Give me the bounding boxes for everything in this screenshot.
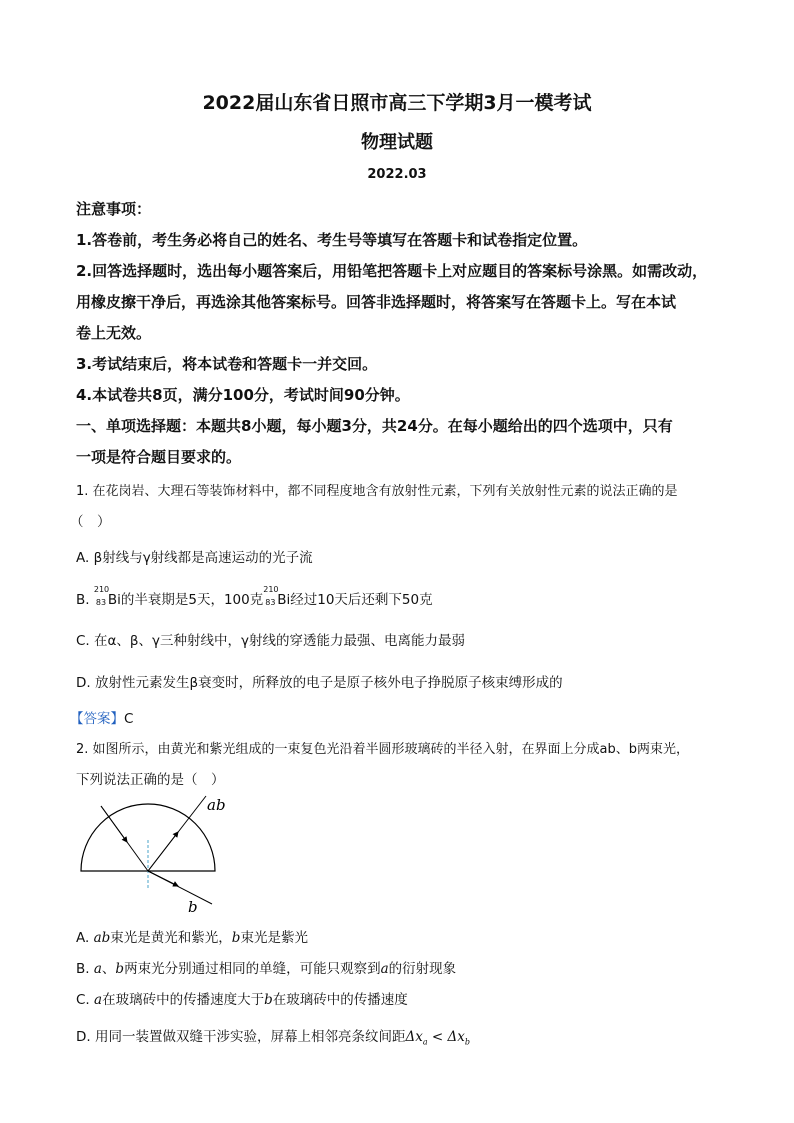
notice-item-2-line-3: 卷上无效。 (76, 324, 152, 342)
q2-stem-line-1: 2. 如图所示，由黄光和紫光组成的一束复色光沿着半圆形玻璃砖的半径入射，在界面上分成ab、b两束光， (76, 742, 690, 757)
delta-x-b: Δx (447, 1029, 465, 1045)
bi-nuclide-1 (93, 585, 110, 607)
q2-option-c (76, 988, 408, 1008)
answer-tag: 【答案】 (70, 711, 124, 727)
q1-option-a: A. β射线与γ射线都是高速运动的光子流 (76, 550, 313, 566)
notice-item-2-line-2: 用橡皮擦干净后，再选涂其他答案标号。回答非选择题时，将答案写在答题卡上。写在本试 (76, 293, 677, 311)
q2-option-d-text: D. 用同一装置做双缝干涉实验，屏幕上相邻亮条纹间距 (76, 1029, 406, 1045)
answer-value: C (124, 711, 134, 727)
q2-option-b-middle: 两束光分别通过相同的单缝，可能只观察到 (124, 961, 381, 977)
exam-title: 2022届山东省日照市高三下学期3月一模考试 (202, 92, 592, 114)
q2-option-a-end: 束光是紫光 (240, 930, 308, 946)
notice-item-4: 4.本试卷共8页，满分100分，考试时间90分钟。 (76, 386, 410, 404)
var-a-3: a (94, 992, 103, 1008)
q2-option-c-end: 在玻璃砖中的传播速度 (272, 992, 408, 1008)
exam-subtitle: 物理试题 (361, 132, 433, 153)
reflected-arrow (148, 832, 178, 871)
q1-answer (70, 707, 133, 727)
q2-option-b-sep: 、 (101, 961, 116, 977)
q2-option-c-middle: 在玻璃砖中的传播速度大于 (102, 992, 265, 1008)
q2-option-d (76, 1025, 470, 1045)
exam-date: 2022.03 (367, 167, 427, 182)
section-1-heading-line-2: 一项是符合题目要求的。 (76, 448, 242, 466)
q1-option-b-prefix: B. (76, 592, 94, 608)
section-1-heading-line-1: 一、单项选择题：本题共8小题，每小题3分，共24分。在每小题给出的四个选项中，只有 (76, 417, 673, 435)
refracted-arrow (148, 871, 178, 886)
bi-mass-number-2: 210 (263, 585, 279, 594)
bi-symbol: Bi (107, 592, 121, 608)
q1-stem-line-1: 1. 在花岗岩、大理石等装饰材料中，都不同程度地含有放射性元素，下列有关放射性元素的说法正确的是 (76, 484, 678, 499)
q2-option-a-prefix: A. (76, 930, 94, 946)
notice-item-3: 3.考试结束后，将本试卷和答题卡一并交回。 (76, 355, 378, 373)
bi-nuclide-2 (263, 585, 279, 607)
bi-atomic-number: 83 (95, 598, 107, 607)
q2-option-a-middle: 束光是黄光和紫光， (110, 930, 232, 946)
q2-option-b-prefix: B. (76, 961, 94, 977)
bi-symbol-2: Bi (277, 592, 291, 608)
q1-option-b (76, 585, 433, 608)
delta-x-a-sub: a (422, 1037, 428, 1047)
q1-option-d: D. 放射性元素发生β衰变时，所释放的电子是原子核外电子挣脱原子核束缚形成的 (76, 675, 563, 691)
label-ab: ab (207, 796, 226, 814)
q2-option-b (76, 957, 456, 977)
var-b-3: b (264, 992, 273, 1008)
q2-stem-line-2: 下列说法正确的是（ ） (76, 772, 225, 788)
less-than-sign: < (427, 1029, 448, 1045)
q1-stem-line-2: （ ） (70, 514, 111, 530)
var-b-2: b (115, 961, 125, 977)
delta-x-a: Δx (405, 1029, 423, 1045)
q2-option-c-prefix: C. (76, 992, 95, 1008)
incident-arrow (101, 806, 127, 842)
q1-option-b-end: 经过10天后还剩下50克 (290, 592, 433, 608)
notice-heading: 注意事项： (76, 200, 152, 218)
q1-option-b-middle: 的半衰期是5天，100克 (120, 592, 264, 608)
notice-item-1: 1.答卷前，考生务必将自己的姓名、考生号等填写在答题卡和试卷指定位置。 (76, 231, 588, 249)
var-a: a (93, 961, 102, 977)
q1-option-c: C. 在α、β、γ三种射线中，γ射线的穿透能力最强、电离能力最弱 (76, 633, 466, 649)
label-b: b (188, 898, 198, 915)
delta-x-b-sub: b (464, 1037, 471, 1047)
notice-item-2-line-1: 2.回答选择题时，选出每小题答案后，用铅笔把答题卡上对应题目的答案标号涂黑。如需改动， (76, 262, 708, 280)
var-b: b (231, 930, 241, 946)
bi-mass-number: 210 (93, 585, 110, 594)
var-a-2: a (380, 961, 389, 977)
q2-option-b-end: 的衍射现象 (388, 961, 457, 977)
var-ab: ab (93, 930, 111, 946)
bi-atomic-number-2: 83 (265, 598, 276, 607)
semicircle-glass-figure (70, 790, 240, 915)
q2-option-a (76, 926, 308, 946)
